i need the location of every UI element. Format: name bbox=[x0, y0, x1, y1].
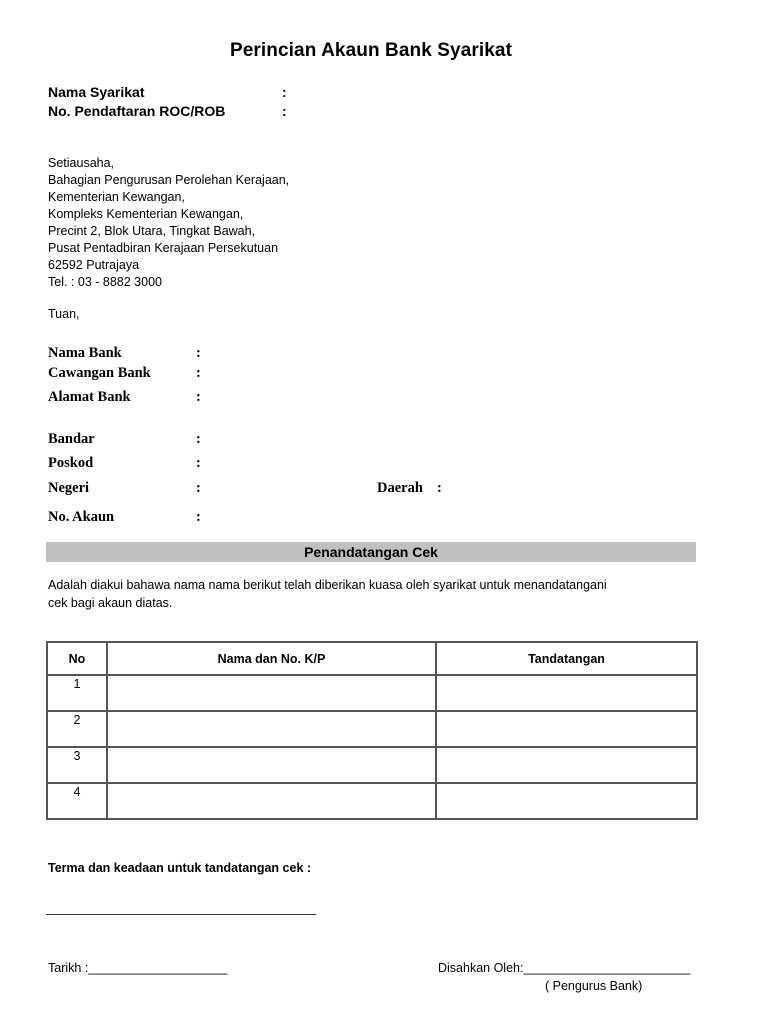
table-row bbox=[47, 711, 697, 747]
address-line: Kementerian Kewangan, bbox=[48, 190, 185, 204]
approved-by-field: Disahkan Oleh:________________________ bbox=[438, 961, 691, 975]
terms-underline bbox=[46, 914, 316, 915]
address-line: Kompleks Kementerian Kewangan, bbox=[48, 207, 244, 221]
bank-name-label: Nama Bank bbox=[48, 345, 122, 361]
address-line: Precint 2, Blok Utara, Tingkat Bawah, bbox=[48, 224, 256, 238]
terms-label: Terma dan keadaan untuk tandatangan cek : bbox=[48, 861, 312, 875]
column-header-signature: Tandatangan bbox=[436, 642, 697, 675]
table-row bbox=[47, 675, 697, 711]
registration-number-label: No. Pendaftaran ROC/ROB bbox=[48, 103, 226, 119]
name-ic-cell[interactable] bbox=[107, 675, 436, 711]
bank-branch-label: Cawangan Bank bbox=[48, 365, 151, 381]
account-number-colon: : bbox=[196, 509, 201, 525]
name-ic-cell[interactable] bbox=[107, 783, 436, 819]
postcode-label: Poskod bbox=[48, 455, 94, 471]
bank-name-colon: : bbox=[196, 345, 201, 361]
city-colon: : bbox=[196, 431, 201, 447]
declaration-line: Adalah diakui bahawa nama nama berikut telah diberikan kuasa oleh syarikat untuk menandatangani bbox=[48, 578, 607, 592]
name-ic-cell[interactable] bbox=[107, 747, 436, 783]
bank-manager-caption: ( Pengurus Bank) bbox=[545, 979, 643, 993]
signature-cell[interactable] bbox=[436, 675, 697, 711]
address-line: Bahagian Pengurusan Perolehan Kerajaan, bbox=[48, 173, 290, 187]
signature-cell[interactable] bbox=[436, 747, 697, 783]
date-field: Tarikh :____________________ bbox=[48, 961, 228, 975]
state-label: Negeri bbox=[48, 480, 90, 496]
bank-branch-colon: : bbox=[196, 365, 201, 381]
row-number: 1 bbox=[47, 675, 107, 711]
column-header-no: No bbox=[47, 642, 107, 675]
signature-cell[interactable] bbox=[436, 783, 697, 819]
signatories-table bbox=[46, 641, 698, 820]
row-number: 4 bbox=[47, 783, 107, 819]
state-colon: : bbox=[196, 480, 201, 496]
registration-number-colon: : bbox=[282, 103, 287, 119]
postcode-colon: : bbox=[196, 455, 201, 471]
city-label: Bandar bbox=[48, 431, 95, 447]
address-line: Setiausaha, bbox=[48, 156, 115, 170]
page-title: Perincian Akaun Bank Syarikat bbox=[229, 40, 513, 61]
section-header-cheque-signatories: Penandatangan Cek bbox=[46, 542, 696, 562]
salutation: Tuan, bbox=[48, 307, 80, 321]
declaration-text bbox=[48, 576, 668, 612]
row-number: 2 bbox=[47, 711, 107, 747]
address-line: Tel. : 03 - 8882 3000 bbox=[48, 275, 162, 289]
declaration-line: cek bagi akaun diatas. bbox=[48, 596, 173, 610]
table-row bbox=[47, 747, 697, 783]
company-name-colon: : bbox=[282, 84, 287, 100]
signature-cell[interactable] bbox=[436, 711, 697, 747]
bank-address-colon: : bbox=[196, 389, 201, 405]
address-line: Pusat Pentadbiran Kerajaan Persekutuan bbox=[48, 241, 279, 255]
column-header-name-ic: Nama dan No. K/P bbox=[107, 642, 436, 675]
table-header-row bbox=[47, 642, 697, 675]
bank-address-label: Alamat Bank bbox=[48, 389, 131, 405]
account-number-label: No. Akaun bbox=[48, 509, 115, 525]
table-row bbox=[47, 783, 697, 819]
district-colon: : bbox=[437, 480, 442, 496]
district-label: Daerah bbox=[377, 480, 423, 496]
row-number: 3 bbox=[47, 747, 107, 783]
company-name-label: Nama Syarikat bbox=[48, 84, 145, 100]
address-line: 62592 Putrajaya bbox=[48, 258, 140, 272]
recipient-address bbox=[48, 155, 289, 291]
name-ic-cell[interactable] bbox=[107, 711, 436, 747]
